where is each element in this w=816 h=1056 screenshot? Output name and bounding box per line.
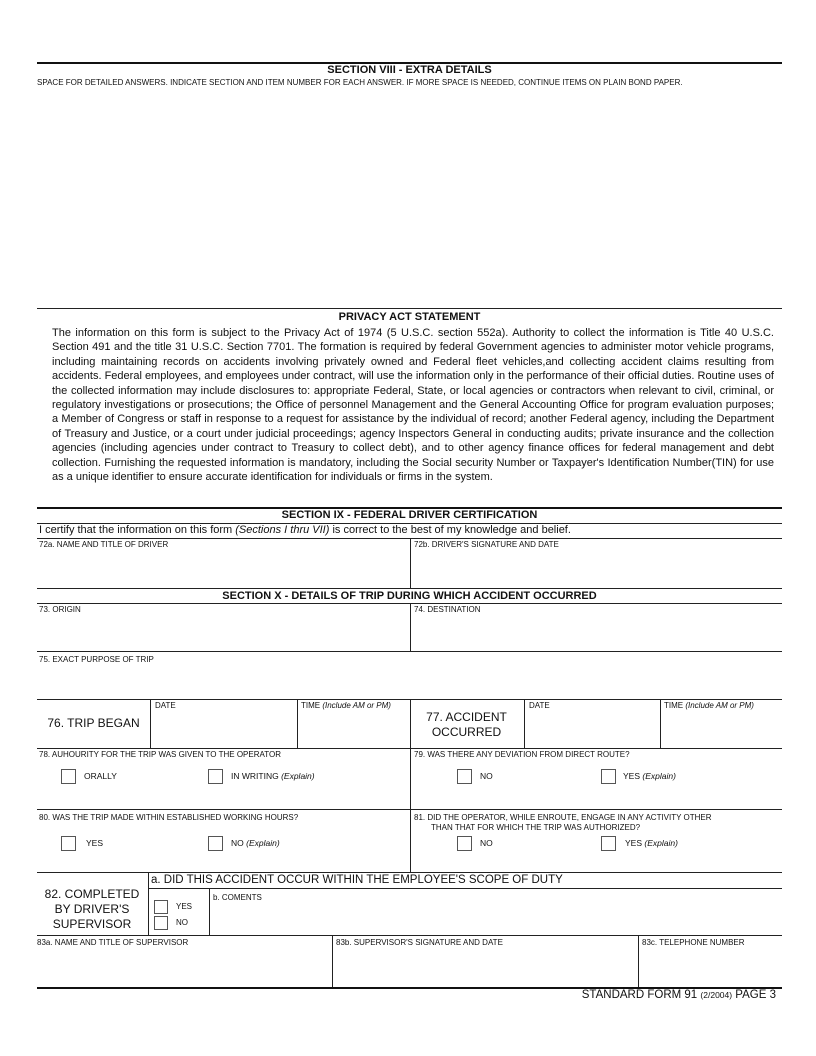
rule: [37, 809, 782, 810]
field-75-input[interactable]: [37, 666, 782, 698]
deviation-yes-label: YES (Explain): [623, 771, 676, 781]
field-74-input[interactable]: [411, 615, 782, 651]
field-78-label: 78. AUHOURITY FOR THE TRIP WAS GIVEN TO THE OPERATOR: [39, 750, 281, 759]
section8-instructions: SPACE FOR DETAILED ANSWERS. INDICATE SECTION AND ITEM NUMBER FOR EACH ANSWER. IF MORE SPACE IS NEEDED, CONTINUE ITEMS ON PLAIN BOND PAPER.: [37, 78, 683, 87]
orally-checkbox[interactable]: [61, 769, 76, 784]
working-hours-yes-label: YES: [86, 838, 104, 848]
field-83b-label: 83b. SUPERVISOR'S SIGNATURE AND DATE: [336, 938, 503, 947]
field-76-time-input[interactable]: [298, 711, 409, 747]
field-76-time-label: TIME (Include AM or PM): [301, 701, 391, 710]
field-73-input[interactable]: [37, 615, 409, 651]
section8-title: SECTION VIII - EXTRA DETAILS: [327, 64, 492, 76]
privacy-top-rule: [37, 308, 782, 309]
section9-title: SECTION IX - FEDERAL DRIVER CERTIFICATION: [281, 509, 538, 521]
field-83a-label: 83a. NAME AND TITLE OF SUPERVISOR: [37, 938, 189, 947]
in-writing-checkbox[interactable]: [208, 769, 223, 784]
field-80-label: 80. WAS THE TRIP MADE WITHIN ESTABLISHED WORKING HOURS?: [39, 813, 299, 822]
certification-statement: I certify that the information on this form (Sections I thru VII) is correct to the best of my knowledge and belief.: [39, 524, 571, 536]
field-72b-input[interactable]: [411, 551, 782, 587]
privacy-text: The information on this form is subject to the Privacy Act of 1974 (5 U.S.C. section 552a). Authority to collect the information is Title 40 U.S.C. Section 491 and the title 31 U.S.C. Section 7701. The formation is required by federal Government agencies to administer motor vehicle programs, including maintaining records on accidents involving privately owned and Federal fleet vehicles,and collecting accident claims resulting from accidents. Federal employees, and employees under contract, will use the information only in the performance of their official duties. Routine uses of the collected information may include disclosures to: appropriate Federal, State, or local agencies or contractors when relevant to civil, criminal, or regulatory investigations or prosecutions; the Office of personnel Management and the General Accounting Office for program evaluation purposes; a Member of Congress or staff in response to a request for assistance by the individual of record; another Federal agency, including the Department of Treasury and Justice, or a court under judicial proceedings; agency Inspectors General in conducting audits; private insurance and the collection agencies (including agencies under contract to Treasury to collect debt), and to other agency finance offices for federal management and debt collection. Furnishing the requested information is mandatory, including the Social security Number or Taxpayer's Identification Number(TIN) for use as a unique identifier to ensure accurate identification for individuals or firms in the system.: [52, 327, 774, 484]
working-hours-no-checkbox[interactable]: [208, 836, 223, 851]
scope-yes-checkbox[interactable]: [154, 900, 168, 914]
field-82b-label: b. COMENTS: [213, 893, 262, 902]
scope-no-label: NO: [176, 918, 188, 927]
field-77-time-label: TIME (Include AM or PM): [664, 701, 754, 710]
other-activity-yes-checkbox[interactable]: [601, 836, 616, 851]
field-74-label: 74. DESTINATION: [414, 605, 481, 614]
section10-title: SECTION X - DETAILS OF TRIP DURING WHICH ACCIDENT OCCURRED: [222, 590, 597, 602]
rule: [148, 888, 782, 889]
extra-details-area[interactable]: [37, 100, 782, 305]
field-79-label: 79. WAS THERE ANY DEVIATION FROM DIRECT ROUTE?: [414, 750, 630, 759]
other-activity-no-checkbox[interactable]: [457, 836, 472, 851]
field-77-label: 77. ACCIDENT OCCURRED: [426, 710, 507, 739]
field-83a-input[interactable]: [37, 949, 331, 987]
field-73-label: 73. ORIGIN: [39, 605, 81, 614]
field-72a-label: 72a. NAME AND TITLE OF DRIVER: [39, 540, 169, 549]
field-75-label: 75. EXACT PURPOSE OF TRIP: [39, 655, 154, 664]
rule: [37, 935, 782, 936]
section10-top-rule: [37, 588, 782, 589]
orally-label: ORALLY: [84, 771, 117, 781]
field-83b-input[interactable]: [333, 949, 637, 987]
field-77-date-label: DATE: [529, 701, 550, 710]
rule: [37, 651, 782, 652]
working-hours-yes-checkbox[interactable]: [61, 836, 76, 851]
field-76-date-input[interactable]: [151, 711, 296, 747]
field-76-date-label: DATE: [155, 701, 176, 710]
privacy-title: PRIVACY ACT STATEMENT: [338, 311, 481, 323]
deviation-no-checkbox[interactable]: [457, 769, 472, 784]
working-hours-no-label: NO (Explain): [231, 838, 280, 848]
field-77-time-input[interactable]: [661, 711, 782, 747]
scope-yes-label: YES: [176, 902, 193, 911]
field-82a-label: a. DID THIS ACCIDENT OCCUR WITHIN THE EMPLOYEE'S SCOPE OF DUTY: [151, 874, 563, 886]
comments-input[interactable]: [210, 904, 782, 934]
field-83c-label: 83c. TELEPHONE NUMBER: [642, 938, 745, 947]
field-83c-input[interactable]: [639, 949, 782, 987]
field-72b-label: 72b. DRIVER'S SIGNATURE AND DATE: [414, 540, 559, 549]
other-activity-no-label: NO: [480, 838, 493, 848]
scope-no-checkbox[interactable]: [154, 916, 168, 930]
field-81-label: 81. DID THE OPERATOR, WHILE ENROUTE, ENGAGE IN ANY ACTIVITY OTHER THAN THAT FOR WHICH THE TRIP WAS AUTHORIZED?: [414, 813, 712, 832]
deviation-no-label: NO: [480, 771, 493, 781]
other-activity-yes-label: YES (Explain): [625, 838, 678, 848]
field-76-label: 76. TRIP BEGAN: [47, 716, 140, 730]
field-72a-input[interactable]: [37, 551, 409, 587]
deviation-yes-checkbox[interactable]: [601, 769, 616, 784]
divider: [410, 748, 411, 872]
field-77-date-input[interactable]: [525, 711, 659, 747]
field-82-label: 82. COMPLETED BY DRIVER'S SUPERVISOR: [44, 887, 140, 931]
form-footer: STANDARD FORM 91 (2/2004) PAGE 3: [581, 989, 776, 1001]
in-writing-label: IN WRITING (Explain): [231, 771, 315, 781]
divider: [148, 872, 149, 935]
